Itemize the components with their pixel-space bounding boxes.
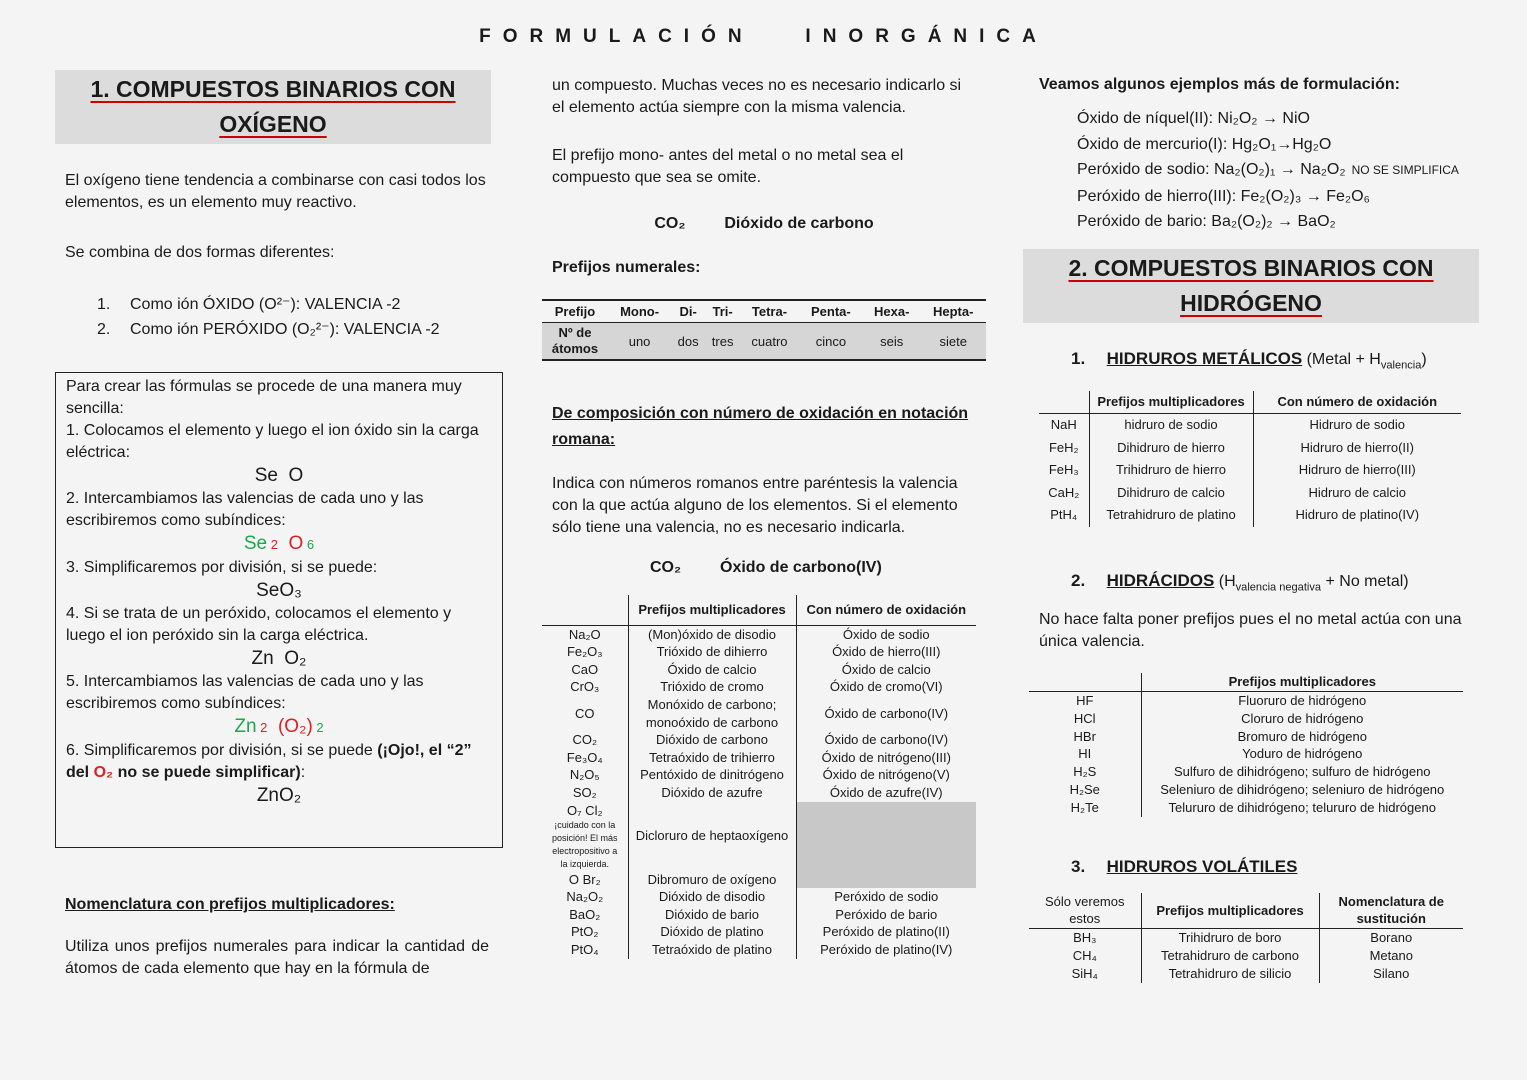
list-item xyxy=(1077,157,1479,184)
peroxides-body xyxy=(542,888,976,958)
table-row xyxy=(542,906,976,924)
subscript: valencia negativa xyxy=(1235,581,1322,594)
hidruros-table xyxy=(1039,391,1461,527)
table-cell: Tetrahidruro de carbono xyxy=(1141,947,1319,965)
table-row xyxy=(1029,947,1463,965)
hidracidos-table xyxy=(1029,673,1463,816)
item-text: Como ión PERÓXIDO (O₂²⁻): VALENCIA -2 xyxy=(130,321,440,338)
table-cell: siete xyxy=(939,333,967,349)
subscript: 6 xyxy=(306,537,315,552)
page-title: FORMULACIÓN INORGÁNICA xyxy=(479,26,1048,47)
table-header: Nomenclatura de sustitución xyxy=(1338,893,1444,927)
table-cell: Óxido de sodio xyxy=(842,626,930,642)
list-item xyxy=(97,317,503,342)
table-header: Con número de oxidación xyxy=(1277,393,1438,409)
formula-5 xyxy=(66,715,492,740)
table-row xyxy=(1029,763,1463,781)
table-header: Prefijo xyxy=(554,304,596,319)
table-cell: Tetrahidruro de platino xyxy=(1089,504,1253,527)
table-header: Mono- xyxy=(620,304,660,319)
table-cell: Dióxido de bario xyxy=(628,906,796,924)
table-cell: Seleniuro de dihidrógeno; seleniuro de hidrógeno xyxy=(1160,782,1445,798)
romana-heading: De composición con número de oxidación en notación romana: xyxy=(552,405,969,448)
table-cell: FeH₂ xyxy=(1039,437,1089,460)
sub-suffix-end: + No metal) xyxy=(1321,572,1409,590)
oxides-special xyxy=(542,802,976,889)
sub-suffix-end: ) xyxy=(1421,350,1427,368)
romana-text: Indica con números romanos entre paréntesis la valencia con la que actúa alguno de los elementos. Si el elemento sólo tiene una valencia, no es necesario indicarla. xyxy=(552,475,958,536)
table-cell: Fluoruro de hidrógeno xyxy=(1238,693,1367,709)
table-cell: Na₂O₂ xyxy=(542,888,628,906)
table-row xyxy=(1029,673,1463,691)
step-2: 2. Intercambiamos las valencias de cada uno y las escribiremos como subíndices: xyxy=(66,490,424,529)
table-cell: Dibromuro de oxígeno xyxy=(628,871,796,889)
table-cell: hidruro de sodio xyxy=(1089,414,1253,437)
step-6-o2: O₂ xyxy=(93,764,114,781)
example-text: Peróxido de sodio: Na₂(O₂)₁ → Na₂O₂ xyxy=(1077,161,1346,178)
table-cell: Óxido de azufre(IV) xyxy=(829,784,943,800)
table-cell: HCl xyxy=(1029,710,1141,728)
formula-2 xyxy=(66,532,492,557)
formula-1: Se O xyxy=(254,465,304,486)
table-header: Prefijos multiplicadores xyxy=(1141,893,1319,929)
table-cell: CaO xyxy=(542,661,628,679)
table-cell: Sulfuro de dihidrógeno; sulfuro de hidrógeno xyxy=(1173,764,1431,780)
example-name: Óxido de carbono(IV) xyxy=(720,559,882,576)
table-cell: O Br₂ xyxy=(542,871,628,889)
example-1 xyxy=(542,215,986,233)
table-cell: Telururo de dihidrógeno; telururo de hidrógeno xyxy=(1168,799,1436,815)
table-cell: (Mon)óxido de disodio xyxy=(628,625,796,643)
table-row xyxy=(542,323,986,361)
prefijos-heading: Prefijos numerales: xyxy=(552,259,701,276)
table-row xyxy=(1029,692,1463,710)
table-cell: Óxido de hierro(III) xyxy=(832,644,941,660)
table-cell: Cloruro de hidrógeno xyxy=(1241,710,1364,726)
table-cell: Trihidruro de boro xyxy=(1141,929,1319,947)
table-row xyxy=(1039,391,1461,414)
nomenclature-heading: Nomenclatura con prefijos multiplicadores: xyxy=(65,896,395,913)
table-cell: Hidruro de calcio xyxy=(1308,484,1407,500)
example-2 xyxy=(542,559,986,577)
table-header: Tri- xyxy=(712,304,733,319)
table-header: Prefijos multiplicadores xyxy=(1228,674,1376,690)
table-cell: dos xyxy=(677,333,699,349)
formula-6: ZnO₂ xyxy=(256,785,302,806)
table-cell: Dihidruro de calcio xyxy=(1089,482,1253,505)
step-6 xyxy=(66,740,492,784)
table-cell: PtH₄ xyxy=(1039,504,1089,527)
table-cell: Trihidruro de hierro xyxy=(1089,459,1253,482)
example-formula: CO₂ xyxy=(650,559,682,576)
formula: O₇ Cl₂ xyxy=(566,802,603,818)
table-header: Di- xyxy=(679,304,697,319)
table-cell: seis xyxy=(880,333,904,349)
table-cell: Hidruro de hierro(II) xyxy=(1300,439,1414,455)
example-text: Óxido de mercurio(I): Hg₂O₁→Hg₂O xyxy=(1077,135,1332,153)
heading-line-1: 1. COMPUESTOS BINARIOS CON xyxy=(90,76,456,102)
table-cell: tres xyxy=(711,333,734,349)
table-cell: HBr xyxy=(1029,728,1141,746)
section-heading-oxigeno xyxy=(55,70,491,144)
subscript: 2 xyxy=(270,537,278,552)
subscript: 2 xyxy=(316,720,324,735)
continued-text: un compuesto. Muchas veces no es necesario indicarlo si el elemento actúa siempre con la misma valencia. xyxy=(552,77,962,116)
table-cell: BH₃ xyxy=(1029,929,1141,947)
table-header xyxy=(1039,391,1089,414)
intro-text: El oxígeno tiene tendencia a combinarse con casi todos los elementos, es un elemento muy reactivo. xyxy=(65,172,486,211)
formula-element: Se xyxy=(243,533,268,554)
table-header xyxy=(1029,673,1141,691)
table-header: Prefijos multiplicadores xyxy=(628,595,796,625)
volatiles-table xyxy=(1029,893,1463,983)
item-text: Como ión ÓXIDO (O²⁻): VALENCIA -2 xyxy=(130,296,401,313)
table-cell: Bromuro de hidrógeno xyxy=(1237,728,1367,744)
table-cell: cinco xyxy=(815,333,847,349)
list-item xyxy=(1077,209,1479,235)
table-row xyxy=(1029,893,1463,929)
table-cell: HF xyxy=(1029,692,1141,710)
sub-number: 3. xyxy=(1071,856,1086,876)
table-cell: CrO₃ xyxy=(542,678,628,696)
table-header: Penta- xyxy=(811,304,851,319)
oxides-table xyxy=(542,595,976,959)
formula-3: SeO₃ xyxy=(256,580,302,601)
table-cell: Yoduro de hidrógeno xyxy=(1242,746,1363,762)
sub-heading-hidracidos xyxy=(1023,571,1479,593)
hidracidos-body xyxy=(1029,692,1463,817)
table-header: Con número de oxidación xyxy=(806,602,967,617)
heading-line-2: HIDRÓGENO xyxy=(1180,289,1322,316)
example-formula: CO₂ xyxy=(654,215,686,232)
table-cell: Óxido de carbono(IV) xyxy=(824,705,949,721)
table-cell: Dióxido de azufre xyxy=(628,784,796,802)
table-cell: Nº de átomos xyxy=(551,325,599,356)
sub-number: 2. xyxy=(1071,570,1086,590)
table-cell: Dióxido de platino xyxy=(628,923,796,941)
table-cell xyxy=(542,802,628,871)
heading-line-2: OXÍGENO xyxy=(219,111,327,137)
oxides-body xyxy=(542,625,976,801)
example-text: Peróxido de bario: Ba₂(O₂)₂ → BaO₂ xyxy=(1077,213,1336,230)
table-cell: Dióxido de disodio xyxy=(628,888,796,906)
formula-4: Zn O₂ xyxy=(251,648,307,669)
table-cell: uno xyxy=(628,333,651,349)
table-row xyxy=(1039,482,1461,505)
step-6-bold-end: no se puede simplificar) xyxy=(113,764,301,781)
column-3 xyxy=(1023,70,1479,983)
table-row xyxy=(542,595,976,625)
table-row xyxy=(1029,745,1463,763)
table-row xyxy=(1039,414,1461,437)
table-cell: Dicloruro de heptaoxígeno xyxy=(628,802,796,871)
table-cell: CH₄ xyxy=(1029,947,1141,965)
table-cell: Borano xyxy=(1370,930,1413,946)
table-cell: H₂Se xyxy=(1029,781,1141,799)
ejemplos-list xyxy=(1077,106,1479,235)
table-cell: NaH xyxy=(1039,414,1089,437)
table-row xyxy=(542,643,976,661)
example-note: NO SE SIMPLIFICA xyxy=(1351,163,1459,177)
table-cell: Óxido de cromo(VI) xyxy=(829,679,943,695)
table-cell: Óxido de nitrógeno(V) xyxy=(822,767,950,783)
step-6-colon: : xyxy=(300,764,306,781)
heading-line-1: 2. COMPUESTOS BINARIOS CON xyxy=(1068,254,1434,281)
table-cell: HI xyxy=(1029,745,1141,763)
table-cell: Fe₃O₄ xyxy=(542,749,628,767)
example-name: Dióxido de carbono xyxy=(724,215,874,232)
list-item xyxy=(1077,132,1479,158)
table-cell: Hidruro de sodio xyxy=(1309,417,1405,433)
table-row xyxy=(1029,929,1463,947)
table-cell: Óxido de calcio xyxy=(628,661,796,679)
table-cell: PtO₄ xyxy=(542,941,628,959)
table-row xyxy=(1029,728,1463,746)
column-1 xyxy=(55,70,503,980)
table-row xyxy=(542,625,976,643)
table-row xyxy=(1029,799,1463,817)
table-cell: Trióxido de cromo xyxy=(628,678,796,696)
table-cell: cuatro xyxy=(751,333,788,349)
table-header xyxy=(542,595,628,625)
table-row xyxy=(542,731,976,749)
table-cell: CO₂ xyxy=(542,731,628,749)
table-row xyxy=(1039,504,1461,527)
table-cell: Trióxido de dihierro xyxy=(628,643,796,661)
sub-title: HIDRUROS VOLÁTILES xyxy=(1106,856,1298,876)
table-cell: Hidruro de platino(IV) xyxy=(1295,507,1420,523)
table-cell: Tetrahidruro de silicio xyxy=(1141,965,1319,983)
subscript: 2 xyxy=(260,720,268,735)
ejemplos-heading: Veamos algunos ejemplos más de formulación: xyxy=(1039,76,1400,93)
table-cell: Tetraóxido de platino xyxy=(628,941,796,959)
formula-element: Zn xyxy=(234,716,257,737)
table-cell: PtO₂ xyxy=(542,923,628,941)
sub-title: HIDRÁCIDOS xyxy=(1106,570,1215,590)
table-row xyxy=(1029,965,1463,983)
table-row xyxy=(542,749,976,767)
table-cell: Óxido de carbono(IV) xyxy=(824,732,949,748)
grey-cell xyxy=(796,802,976,889)
step-1: 1. Colocamos el elemento y luego el ion óxido sin la carga eléctrica: xyxy=(66,422,479,461)
position-note: ¡cuidado con la posición! El más electropositivo a la izquierda. xyxy=(551,819,618,869)
table-cell: H₂S xyxy=(1029,763,1141,781)
sub-heading-hidruros xyxy=(1023,349,1479,371)
table-row xyxy=(1039,459,1461,482)
forms-list xyxy=(97,292,503,342)
formula-oxygen: O xyxy=(288,533,304,554)
table-cell: CaH₂ xyxy=(1039,482,1089,505)
procedure-box xyxy=(55,372,503,848)
table-cell: Dihidruro de hierro xyxy=(1089,437,1253,460)
table-cell: Monóxido de carbono; monoóxido de carbono xyxy=(628,696,796,731)
table-cell: Peróxido de platino(II) xyxy=(822,924,950,940)
table-cell: FeH₃ xyxy=(1039,459,1089,482)
step-6-bold: (¡Ojo!, el “2” del xyxy=(66,742,472,781)
table-header: Tetra- xyxy=(751,304,788,319)
volatiles-body xyxy=(1029,929,1463,983)
combina-text: Se combina de dos formas diferentes: xyxy=(65,244,335,261)
table-row xyxy=(542,802,976,871)
table-row xyxy=(1029,710,1463,728)
box-intro: Para crear las fórmulas se procede de una manera muy sencilla: xyxy=(66,378,462,417)
table-cell: CO xyxy=(542,696,628,731)
step-3: 3. Simplificaremos por división, si se puede: xyxy=(66,559,378,576)
nomenclature-text: Utiliza unos prefijos numerales para indicar la cantidad de átomos de cada elemento que hay en la fórmula de xyxy=(65,938,489,977)
table-cell: Fe₂O₃ xyxy=(542,643,628,661)
table-row xyxy=(542,696,976,731)
table-cell: SO₂ xyxy=(542,784,628,802)
list-item xyxy=(1077,106,1479,132)
table-cell: Silano xyxy=(1373,965,1410,981)
list-item xyxy=(97,292,503,317)
example-text: Óxido de níquel(II): Ni₂O₂ → NiO xyxy=(1077,110,1310,127)
table-cell: Na₂O xyxy=(542,625,628,643)
prefijos-table xyxy=(542,299,986,361)
table-row xyxy=(542,766,976,784)
sub-suffix: (H xyxy=(1214,572,1236,590)
table-cell: Hidruro de hierro(III) xyxy=(1298,462,1416,478)
table-header: Hexa- xyxy=(874,304,910,319)
table-cell: Peróxido de bario xyxy=(835,906,938,922)
table-row xyxy=(542,661,976,679)
table-row xyxy=(542,678,976,696)
table-cell: BaO₂ xyxy=(542,906,628,924)
sub-title: HIDRUROS METÁLICOS xyxy=(1106,348,1303,368)
sub-number: 1. xyxy=(1071,348,1086,368)
table-header: Sólo veremos estos xyxy=(1029,893,1141,929)
table-cell: Peróxido de sodio xyxy=(834,889,939,905)
table-cell: Peróxido de platino(IV) xyxy=(820,941,953,957)
step-6-text: 6. Simplificaremos por división, si se puede xyxy=(66,742,378,759)
table-cell: Óxido de calcio xyxy=(841,661,931,677)
table-cell: N₂O₅ xyxy=(542,766,628,784)
sub-heading-volatiles xyxy=(1023,857,1479,877)
formula-peroxide: (O₂) xyxy=(277,716,313,737)
table-row xyxy=(542,888,976,906)
table-row xyxy=(1029,781,1463,799)
table-cell: Pentóxido de dinitrógeno xyxy=(628,766,796,784)
table-cell: Óxido de nitrógeno(III) xyxy=(821,749,951,765)
table-cell: H₂Te xyxy=(1029,799,1141,817)
table-cell: Tetraóxido de trihierro xyxy=(628,749,796,767)
table-row xyxy=(542,300,986,323)
table-cell: Metano xyxy=(1369,948,1413,964)
table-cell: SiH₄ xyxy=(1029,965,1141,983)
hidruros-body xyxy=(1039,414,1461,527)
table-header: Hepta- xyxy=(932,304,974,319)
section-heading-hidrogeno xyxy=(1023,249,1479,323)
table-row xyxy=(542,923,976,941)
item-number: 1. xyxy=(97,296,111,313)
step-4: 4. Si se trata de un peróxido, colocamos el elemento y luego el ion peróxido sin la carga eléctrica. xyxy=(66,605,452,644)
example-text: Peróxido de hierro(III): Fe₂(O₂)₃ → Fe₂O₆ xyxy=(1077,187,1371,205)
step-5: 5. Intercambiamos las valencias de cada uno y las escribiremos como subíndices: xyxy=(66,673,424,712)
table-row xyxy=(1039,437,1461,460)
hidracidos-text: No hace falta poner prefijos pues el no metal actúa con una única valencia. xyxy=(1039,611,1462,651)
subscript: valencia xyxy=(1380,358,1422,371)
sub-suffix: (Metal + H xyxy=(1302,350,1381,368)
table-row xyxy=(542,784,976,802)
column-2 xyxy=(542,70,986,959)
table-row xyxy=(542,941,976,959)
mono-text: El prefijo mono- antes del metal o no metal sea el compuesto que sea se omite. xyxy=(552,147,904,186)
list-item xyxy=(1077,184,1479,210)
table-header: Prefijos multiplicadores xyxy=(1089,391,1253,414)
table-cell: Dióxido de carbono xyxy=(628,731,796,749)
item-number: 2. xyxy=(97,321,111,338)
